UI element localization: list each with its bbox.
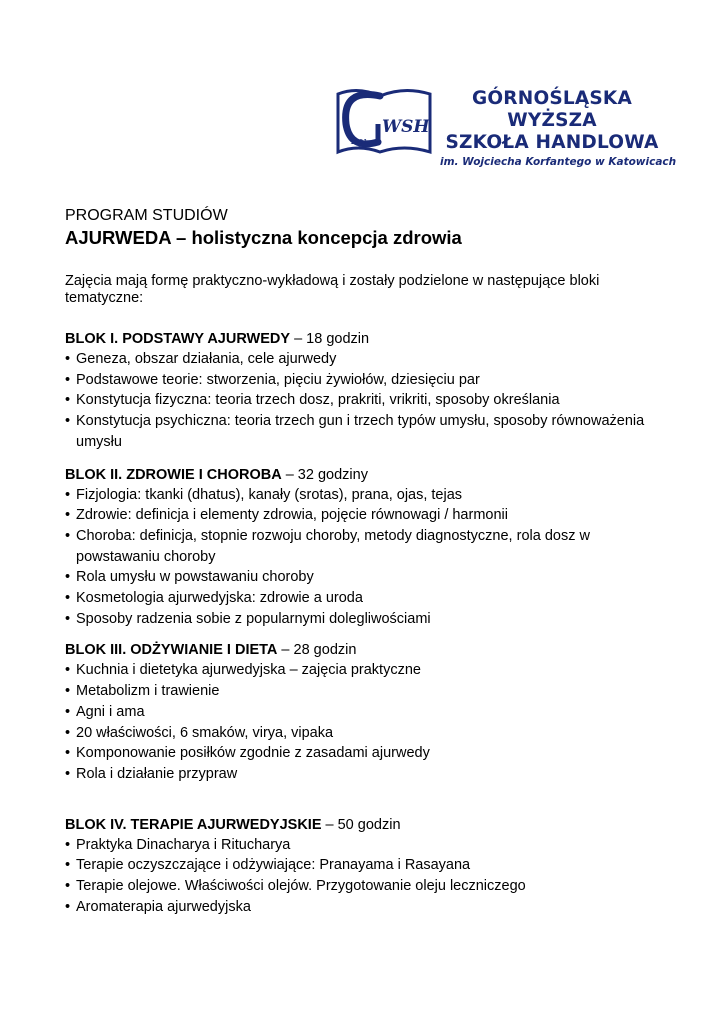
- list-item-text: Konstytucja fizyczna: teoria trzech dosz, prakriti, vrikriti, sposoby określania: [76, 392, 560, 409]
- program-subtitle: PROGRAM STUDIÓW: [65, 207, 228, 224]
- program-block: [65, 329, 665, 453]
- list-item-text: Geneza, obszar działania, cele ajurwedy: [76, 351, 337, 367]
- block-item-list: [65, 485, 665, 630]
- bullet-icon: •: [65, 610, 71, 627]
- list-item-text: Terapie olejowe. Właściwości olejów. Przygotowanie oleju leczniczego: [76, 878, 526, 895]
- block-name: BLOK III. ODŻYWIANIE I DIETA: [65, 642, 278, 659]
- program-title: AJURWEDA – holistyczna koncepcja zdrowia: [65, 227, 462, 248]
- bullet-icon: •: [65, 527, 71, 544]
- list-item-text: Kuchnia i dietetyka ajurwedyjska – zajęcia praktyczne: [76, 662, 421, 679]
- list-item-text: Metabolizm i trawienie: [76, 683, 220, 700]
- block-hours: – 28 godzin: [277, 642, 357, 659]
- list-item: [65, 681, 665, 702]
- document-body: [65, 206, 665, 917]
- list-item: [65, 526, 665, 567]
- list-item: [65, 897, 665, 918]
- block-title: [65, 815, 665, 835]
- bullet-icon: •: [65, 569, 71, 586]
- school-logo: [334, 84, 677, 168]
- bullet-icon: •: [65, 392, 71, 409]
- list-item: [65, 660, 665, 681]
- list-item-text: Choroba: definicja, stopnie rozwoju choroby, metody diagnostyczne, rola dosz w powstawaniu choroby: [76, 527, 590, 565]
- block-name: BLOK II. ZDROWIE I CHOROBA: [65, 466, 282, 483]
- bullet-icon: •: [65, 898, 71, 915]
- list-item-text: Sposoby radzenia sobie z popularnymi dolegliwościami: [76, 610, 431, 627]
- list-item-text: Fizjologia: tkanki (dhatus), kanały (srotas), prana, ojas, tejas: [76, 486, 463, 503]
- list-item: [65, 835, 665, 856]
- program-block: [65, 465, 665, 630]
- bullet-icon: •: [65, 351, 71, 367]
- bullet-icon: •: [65, 486, 71, 503]
- school-name-line2: SZKOŁA HANDLOWA: [445, 132, 659, 153]
- block-title: [65, 465, 665, 485]
- block-item-list: [65, 660, 665, 784]
- list-item: [65, 764, 665, 785]
- bullet-icon: •: [65, 590, 71, 607]
- wsh-emblem-icon: [334, 84, 434, 158]
- school-name-line1: GÓRNOŚLĄSKA WYŻSZA: [472, 88, 632, 131]
- bullet-icon: •: [65, 836, 71, 853]
- list-item: [65, 702, 665, 723]
- program-block: [65, 815, 665, 918]
- block-name: BLOK IV. TERAPIE AJURWEDYJSKIE: [65, 816, 322, 833]
- block-name: BLOK I. PODSTAWY AJURWEDY: [65, 331, 291, 347]
- list-item: [65, 411, 665, 452]
- list-item-text: Rola umysłu w powstawaniu choroby: [76, 569, 314, 586]
- list-item-text: Agni i ama: [76, 703, 145, 720]
- block-item-list: [65, 835, 665, 918]
- list-item-text: Rola i działanie przypraw: [76, 765, 238, 782]
- logo-mark-text: WSH: [382, 117, 430, 137]
- list-item-text: Zdrowie: definicja i elementy zdrowia, pojęcie równowagi / harmonii: [76, 507, 508, 524]
- bullet-icon: •: [65, 413, 71, 430]
- list-item: [65, 505, 665, 526]
- bullet-icon: •: [65, 745, 71, 762]
- bullet-icon: •: [65, 683, 71, 700]
- list-item-text: Kosmetologia ajurwedyjska: zdrowie a uroda: [76, 590, 363, 607]
- school-name: [440, 88, 677, 170]
- list-item-text: Aromaterapia ajurwedyjska: [76, 898, 251, 915]
- school-patron: im. Wojciecha Korfantego w Katowicach: [440, 156, 677, 168]
- list-item-text: Podstawowe teorie: stworzenia, pięciu żywiołów, dziesięciu par: [76, 371, 480, 388]
- list-item: [65, 876, 665, 897]
- bullet-icon: •: [65, 662, 71, 679]
- block-hours: – 32 godziny: [281, 466, 368, 483]
- list-item: [65, 588, 665, 609]
- block-title: [65, 329, 665, 349]
- bullet-icon: •: [65, 765, 71, 782]
- logo-mark-year: 1991: [350, 138, 368, 146]
- bullet-icon: •: [65, 724, 71, 741]
- blocks-container: [65, 329, 665, 917]
- block-hours: – 50 godzin: [321, 816, 401, 833]
- program-block: [65, 640, 665, 784]
- list-item-text: Terapie oczyszczające i odżywiające: Pranayama i Rasayana: [76, 857, 471, 874]
- list-item-text: 20 właściwości, 6 smaków, virya, vipaka: [76, 724, 334, 741]
- list-item: [65, 390, 665, 411]
- bullet-icon: •: [65, 878, 71, 895]
- list-item: [65, 609, 665, 630]
- intro-paragraph: Zajęcia mają formę praktyczno-wykładową i zostały podzielone w następujące bloki tematyczne:: [65, 273, 600, 306]
- list-item-text: Komponowanie posiłków zgodnie z zasadami ajurwedy: [76, 745, 430, 762]
- bullet-icon: •: [65, 507, 71, 524]
- block-title: [65, 640, 665, 660]
- list-item: [65, 485, 665, 506]
- list-item-text: Praktyka Dinacharya i Ritucharya: [76, 836, 291, 853]
- bullet-icon: •: [65, 371, 71, 388]
- list-item: [65, 370, 665, 391]
- bullet-icon: •: [65, 857, 71, 874]
- list-item: [65, 743, 665, 764]
- block-hours: – 18 godzin: [290, 331, 370, 347]
- list-item: [65, 349, 665, 370]
- block-item-list: [65, 349, 665, 453]
- bullet-icon: •: [65, 703, 71, 720]
- list-item: [65, 567, 665, 588]
- list-item: [65, 723, 665, 744]
- list-item: [65, 855, 665, 876]
- list-item-text: Konstytucja psychiczna: teoria trzech gun i trzech typów umysłu, sposoby równoważenia umysłu: [76, 413, 645, 450]
